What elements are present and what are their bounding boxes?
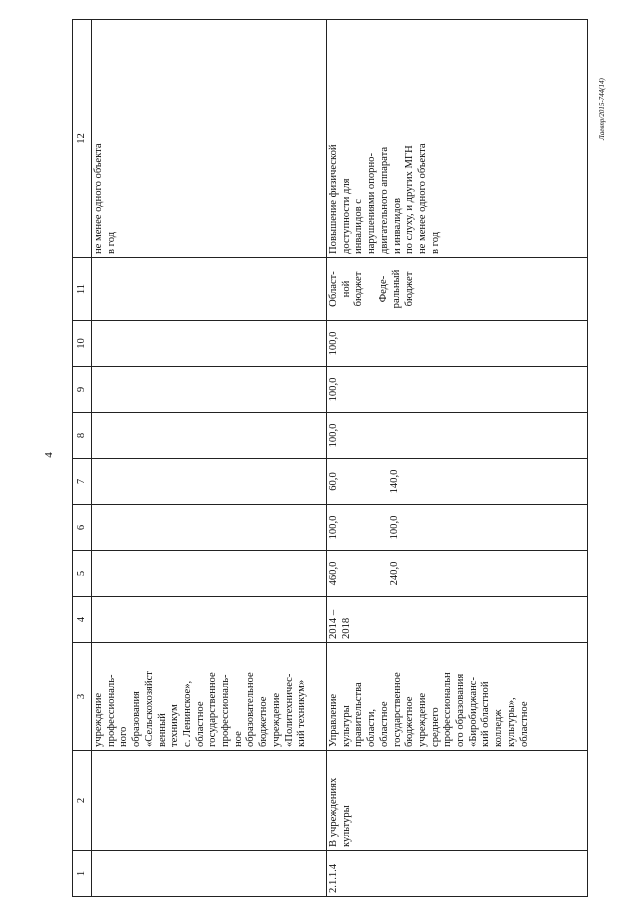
- year-cell: [92, 367, 327, 413]
- year-cell: [327, 459, 588, 505]
- period-cell: [92, 597, 327, 643]
- row-number-cell: [92, 851, 327, 897]
- executor-line: «Биробиджанс-: [467, 676, 479, 747]
- executor-line: учреждение: [93, 692, 104, 747]
- table-row: [327, 20, 588, 897]
- program-table: [72, 19, 588, 897]
- executor-line: ого образования: [455, 673, 467, 747]
- column-header: 3: [73, 643, 92, 751]
- row-number-cell: 2.1.1.4: [327, 851, 588, 897]
- result-line: в год: [105, 231, 117, 254]
- executor-line: техникум: [169, 704, 181, 747]
- column-number-row: [73, 20, 92, 897]
- year-cell: [327, 367, 588, 413]
- result-line: инвалидов с: [353, 199, 365, 254]
- executor-line: кий областной: [480, 681, 492, 747]
- executor-line: венный: [156, 713, 168, 747]
- regional-budget-value: 60,0: [328, 472, 339, 491]
- regional-budget-value: 100,0: [328, 377, 339, 402]
- federal-budget-value: 140,0: [388, 469, 400, 494]
- source-cell: [92, 258, 327, 321]
- executor-line: учреждение: [416, 692, 428, 747]
- regional-budget-value: 100,0: [328, 331, 339, 356]
- executor-cell: [92, 643, 327, 751]
- column-header: 4: [73, 597, 92, 643]
- executor-line: профессиональ-: [105, 674, 117, 747]
- result-cell: [327, 20, 588, 258]
- measure-line: В учреждениях: [328, 777, 339, 847]
- column-header: 8: [73, 413, 92, 459]
- column-header: 5: [73, 551, 92, 597]
- year-cell: [92, 459, 327, 505]
- result-line: двигательного аппарата: [378, 146, 390, 254]
- source-line: Област-: [328, 271, 339, 307]
- executor-line: кий техникум»: [296, 679, 308, 747]
- column-header: 11: [73, 258, 92, 321]
- executor-line: Управление: [328, 693, 339, 747]
- executor-line: бюджетное: [404, 696, 416, 747]
- executor-line: бюджетное: [258, 696, 270, 747]
- executor-line: профессиональ-: [220, 674, 232, 747]
- federal-budget-value: 240,0: [388, 561, 400, 586]
- year-cell: [327, 413, 588, 459]
- result-line: и инвалидов: [391, 198, 403, 254]
- executor-line: «Политехничес-: [283, 673, 295, 747]
- executor-line: профессиональн: [442, 672, 454, 747]
- page-number: 4: [42, 452, 55, 458]
- executor-line: государственное: [391, 672, 403, 747]
- period-cell: [327, 597, 588, 643]
- column-header: 1: [73, 851, 92, 897]
- source-cell: [327, 258, 588, 321]
- result-line: в год: [429, 231, 441, 254]
- source-line: бюджет: [353, 271, 365, 307]
- executor-line: культуры: [340, 705, 352, 747]
- result-line: по слуху, и других МГН: [404, 145, 416, 254]
- regional-budget-value: 460,0: [328, 561, 339, 586]
- result-cell: [92, 20, 327, 258]
- column-header: 6: [73, 505, 92, 551]
- column-header: 10: [73, 321, 92, 367]
- total-cell: [92, 551, 327, 597]
- document-code: Лаевпр/2015-744(14): [598, 78, 606, 140]
- executor-line: правительства: [353, 682, 365, 747]
- source-line: ной: [340, 280, 352, 298]
- column-header: 12: [73, 20, 92, 258]
- result-line: нарушениями опорно-: [366, 153, 378, 254]
- measure-line: культуры: [340, 805, 352, 847]
- executor-line: «Сельскохозяйст: [143, 671, 155, 747]
- executor-line: ного: [118, 726, 130, 747]
- rotated-table: [72, 20, 580, 897]
- year-cell: [92, 505, 327, 551]
- executor-line: области,: [366, 708, 378, 747]
- federal-budget-value: 100,0: [388, 515, 400, 540]
- executor-line: государственное: [207, 672, 219, 747]
- column-header: 9: [73, 367, 92, 413]
- regional-budget-value: 100,0: [328, 423, 339, 448]
- executor-line: образовательное: [245, 672, 257, 747]
- column-header: 7: [73, 459, 92, 505]
- executor-line: образования: [131, 691, 143, 747]
- measure-name-cell: [327, 751, 588, 851]
- table-row: [92, 20, 327, 897]
- period-line: 2018: [340, 617, 352, 639]
- source-line: ральный: [390, 269, 402, 309]
- result-line: Повышение физической: [328, 144, 339, 254]
- year-cell: [92, 413, 327, 459]
- year-cell: [327, 505, 588, 551]
- measure-name-cell: [92, 751, 327, 851]
- source-line: бюджет: [403, 271, 415, 307]
- executor-line: областное: [378, 701, 390, 747]
- result-line: не менее одного объекта: [93, 143, 104, 254]
- source-line: Феде-: [378, 275, 390, 303]
- executor-line: ное: [232, 731, 244, 747]
- column-header: 2: [73, 751, 92, 851]
- period-line: 2014 –: [328, 609, 339, 639]
- executor-line: среднего: [429, 707, 441, 747]
- regional-budget-value: 100,0: [328, 515, 339, 540]
- total-cell: [327, 551, 588, 597]
- executor-line: областное: [518, 701, 530, 747]
- year-cell: [92, 321, 327, 367]
- year-cell: [327, 321, 588, 367]
- executor-line: колледж: [493, 709, 505, 747]
- result-line: доступности для: [340, 178, 352, 254]
- executor-cell: [327, 643, 588, 751]
- executor-line: областное: [194, 701, 206, 747]
- executor-line: учреждение: [270, 692, 282, 747]
- executor-line: культуры»,: [505, 697, 517, 747]
- executor-line: с. Ленинское»,: [181, 680, 193, 747]
- source-line: [366, 261, 378, 317]
- result-line: не менее одного объекта: [416, 143, 428, 254]
